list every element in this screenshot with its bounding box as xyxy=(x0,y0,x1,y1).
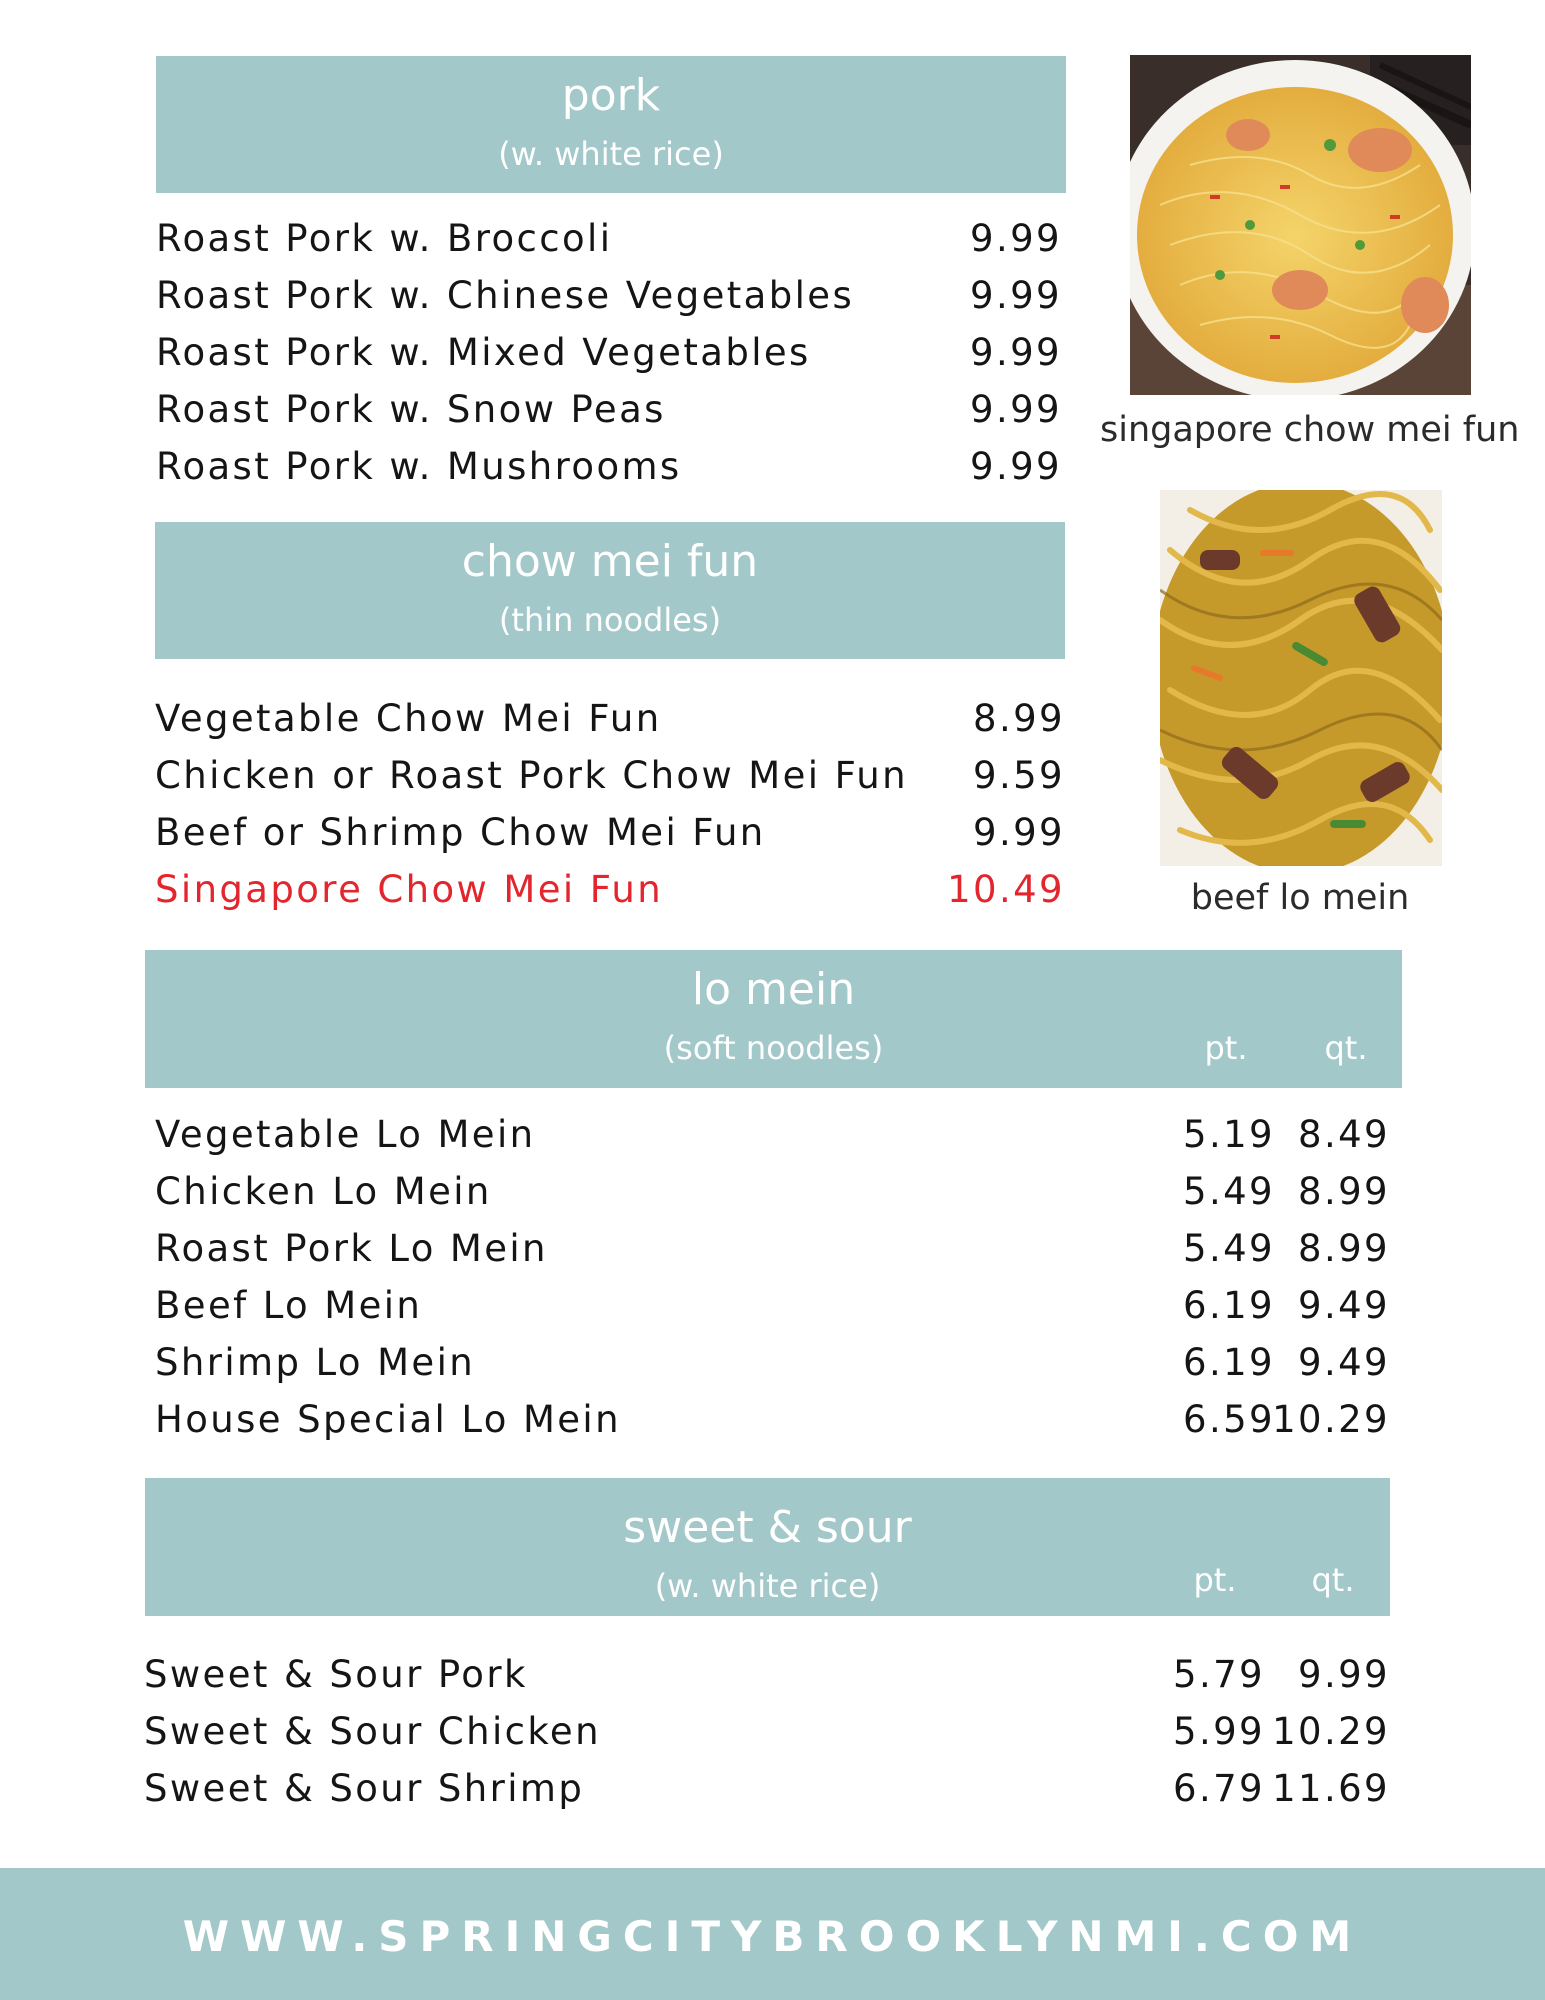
list-item xyxy=(155,1169,1390,1215)
section-subtitle: (soft noodles) xyxy=(663,1029,884,1067)
noodle-dish-image xyxy=(1160,490,1442,866)
item-name: Beef Lo Mein xyxy=(155,1284,423,1327)
pint-price: 6.79 xyxy=(1173,1767,1265,1810)
pint-column-header: pt. xyxy=(1193,1561,1237,1599)
list-item xyxy=(155,1283,1390,1329)
list-item xyxy=(156,216,1062,262)
quart-price: 8.99 xyxy=(1298,1170,1390,1213)
website-link[interactable]: WWW.SPRINGCITYBROOKLYNMI.COM xyxy=(182,1912,1363,1961)
quart-price: 10.29 xyxy=(1272,1398,1390,1441)
list-item xyxy=(155,696,1065,742)
item-name: Vegetable Chow Mei Fun xyxy=(155,697,662,740)
quart-price: 8.49 xyxy=(1298,1113,1390,1156)
list-item xyxy=(155,1112,1390,1158)
sweet-sour-items xyxy=(144,1652,1390,1822)
lo-mein-header xyxy=(145,950,1402,1088)
list-item xyxy=(155,753,1065,799)
quart-price: 8.99 xyxy=(1298,1227,1390,1270)
section-subtitle: (thin noodles) xyxy=(498,601,722,639)
item-name: Chicken Lo Mein xyxy=(155,1170,492,1213)
item-name: Roast Pork w. Chinese Vegetables xyxy=(156,274,855,317)
item-price: 9.99 xyxy=(970,445,1062,488)
pint-price: 5.49 xyxy=(1183,1170,1275,1213)
singapore-chow-mei-fun-photo xyxy=(1130,55,1471,395)
item-name: Beef or Shrimp Chow Mei Fun xyxy=(155,811,766,854)
quart-column-header: qt. xyxy=(1311,1561,1355,1599)
item-price: 9.99 xyxy=(970,274,1062,317)
quart-price: 10.29 xyxy=(1272,1710,1390,1753)
quart-price: 9.99 xyxy=(1298,1653,1390,1696)
pint-price: 6.59 xyxy=(1183,1398,1275,1441)
item-name: Singapore Chow Mei Fun xyxy=(155,868,664,911)
item-name: Sweet & Sour Chicken xyxy=(144,1710,601,1753)
photo-caption: beef lo mein xyxy=(1190,878,1410,918)
list-item-highlighted xyxy=(155,867,1065,913)
list-item xyxy=(155,810,1065,856)
list-item xyxy=(155,1397,1390,1443)
noodle-dish-image xyxy=(1130,55,1471,395)
list-item xyxy=(155,1340,1390,1386)
section-subtitle: (w. white rice) xyxy=(654,1567,881,1605)
pint-price: 6.19 xyxy=(1183,1284,1275,1327)
chow-mei-fun-header xyxy=(155,522,1065,659)
item-price: 9.59 xyxy=(973,754,1065,797)
item-name: Roast Pork w. Mushrooms xyxy=(156,445,682,488)
list-item xyxy=(156,330,1062,376)
item-price: 10.49 xyxy=(947,868,1065,911)
list-item xyxy=(144,1766,1390,1812)
list-item xyxy=(156,273,1062,319)
pint-price: 5.99 xyxy=(1173,1710,1265,1753)
quart-column-header: qt. xyxy=(1324,1029,1368,1067)
pint-column-header: pt. xyxy=(1204,1029,1248,1067)
section-title: sweet & sour xyxy=(623,1502,912,1553)
list-item xyxy=(155,1226,1390,1272)
item-name: Sweet & Sour Shrimp xyxy=(144,1767,585,1810)
pint-price: 6.19 xyxy=(1183,1341,1275,1384)
item-name: Roast Pork w. Mixed Vegetables xyxy=(156,331,811,374)
lo-mein-items xyxy=(155,1112,1390,1452)
quart-price: 11.69 xyxy=(1272,1767,1390,1810)
item-price: 9.99 xyxy=(970,388,1062,431)
pint-price: 5.79 xyxy=(1173,1653,1265,1696)
item-name: Roast Pork w. Broccoli xyxy=(156,217,613,260)
item-name: Roast Pork w. Snow Peas xyxy=(156,388,666,431)
item-price: 9.99 xyxy=(973,811,1065,854)
item-name: House Special Lo Mein xyxy=(155,1398,621,1441)
item-price: 9.99 xyxy=(970,217,1062,260)
list-item xyxy=(144,1652,1390,1698)
pork-items xyxy=(156,216,1062,486)
item-name: Sweet & Sour Pork xyxy=(144,1653,528,1696)
chow-mei-fun-items xyxy=(155,696,1065,916)
photo-caption: singapore chow mei fun xyxy=(1100,410,1520,450)
sweet-sour-header xyxy=(145,1478,1390,1616)
item-name: Vegetable Lo Mein xyxy=(155,1113,536,1156)
item-name: Shrimp Lo Mein xyxy=(155,1341,476,1384)
pint-price: 5.19 xyxy=(1183,1113,1275,1156)
quart-price: 9.49 xyxy=(1298,1284,1390,1327)
section-title: lo mein xyxy=(691,964,856,1015)
item-price: 8.99 xyxy=(973,697,1065,740)
item-name: Chicken or Roast Pork Chow Mei Fun xyxy=(155,754,908,797)
quart-price: 9.49 xyxy=(1298,1341,1390,1384)
section-title: chow mei fun xyxy=(461,536,759,587)
pork-header xyxy=(156,56,1066,193)
list-item xyxy=(144,1709,1390,1755)
section-title: pork xyxy=(561,70,661,121)
item-name: Roast Pork Lo Mein xyxy=(155,1227,548,1270)
footer-banner xyxy=(0,1868,1545,2000)
section-subtitle: (w. white rice) xyxy=(498,135,724,173)
pint-price: 5.49 xyxy=(1183,1227,1275,1270)
beef-lo-mein-photo xyxy=(1160,490,1442,866)
item-price: 9.99 xyxy=(970,331,1062,374)
list-item xyxy=(156,387,1062,433)
list-item xyxy=(156,444,1062,490)
